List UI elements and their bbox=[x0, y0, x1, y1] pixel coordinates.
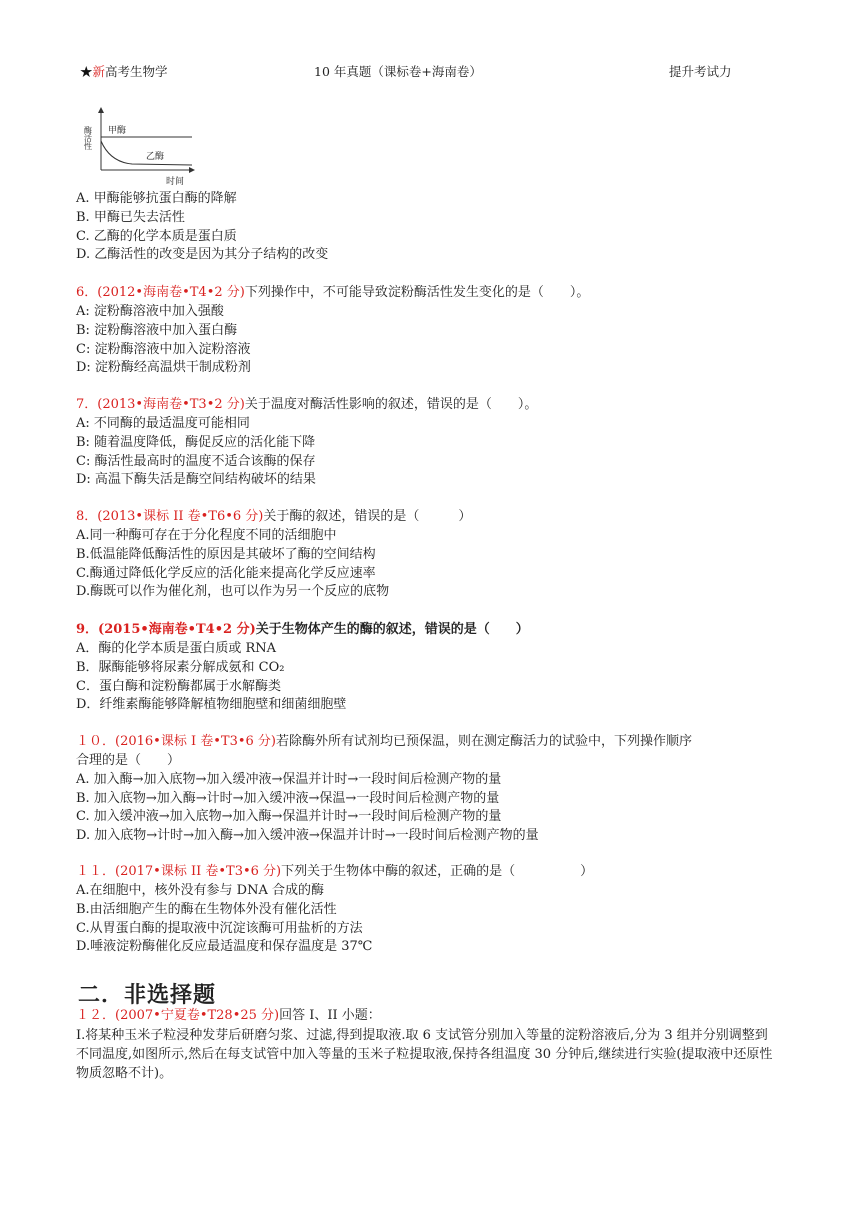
q8-stem bbox=[76, 507, 796, 527]
q10-stem-continued: 合理的是（ ） bbox=[76, 753, 181, 768]
question-7 bbox=[76, 395, 796, 490]
q11-option-b: B.由活细胞产生的酶在生物体外没有催化活性 bbox=[76, 901, 337, 917]
q6-option-b: B: 淀粉酶溶液中加入蛋白酶 bbox=[76, 322, 238, 338]
question-9 bbox=[76, 620, 796, 715]
q7-stem bbox=[76, 395, 796, 415]
q11-stem bbox=[76, 862, 796, 882]
section-title: 二．非选择题 bbox=[78, 983, 217, 1008]
question-11 bbox=[76, 862, 796, 957]
q10-number: １０．(2016•课标 I 卷•T3•6 分) bbox=[76, 734, 276, 749]
q8-text: 关于酶的叙述，错误的是（ ） bbox=[263, 509, 472, 524]
enzyme-activity-graph bbox=[83, 104, 208, 188]
header-new-label: 新 bbox=[92, 64, 106, 79]
q5-option-a: A. 甲酶能够抗蛋白酶的降解 bbox=[76, 191, 237, 206]
q9-number: 9．(2015•海南卷•T4•2 分) bbox=[76, 622, 256, 637]
q12-text: 回答 I、II 小题： bbox=[279, 1008, 381, 1023]
q8-option-a: A.同一种酶可存在于分化程度不同的活细胞中 bbox=[76, 528, 337, 543]
question-12 bbox=[76, 1006, 796, 1083]
q9-option-d: D．纤维素酶能够降解植物细胞壁和细菌细胞壁 bbox=[76, 697, 347, 713]
q7-option-b: B: 随着温度降低，酶促反应的活化能下降 bbox=[76, 434, 316, 450]
q10-stem bbox=[76, 732, 796, 752]
header-center: 10 年真题（课标卷+海南卷） bbox=[314, 64, 482, 79]
q11-option-c: C.从胃蛋白酶的提取液中沉淀该酶可用盐析的方法 bbox=[76, 920, 363, 936]
q10-option-a: A. 加入酶→加入底物→加入缓冲液→保温并计时→一段时间后检测产物的量 bbox=[76, 771, 502, 787]
q9-option-a: A．酶的化学本质是蛋白质或 RNA bbox=[76, 641, 277, 656]
q11-option-a: A.在细胞中，核外没有参与 DNA 合成的酶 bbox=[76, 883, 324, 898]
q7-text: 关于温度对酶活性影响的叙述，错误的是（ ）。 bbox=[244, 397, 538, 412]
q8-option-b: B.低温能降低酶活性的原因是其破坏了酶的空间结构 bbox=[76, 546, 376, 562]
q5-options bbox=[76, 190, 796, 265]
q10-option-b: B. 加入底物→加入酶→计时→加入缓冲液→保温→一段时间后检测产物的量 bbox=[76, 790, 500, 806]
header-subject: 高考生物学 bbox=[105, 64, 168, 79]
q6-stem bbox=[76, 283, 796, 303]
q8-number: 8．(2013•课标 II 卷•T6•6 分) bbox=[76, 509, 264, 524]
q7-option-a: A: 不同酶的最适温度可能相同 bbox=[76, 416, 250, 431]
q11-text: 下列关于生物体中酶的叙述，正确的是（ ） bbox=[281, 864, 594, 879]
q5-option-c: C. 乙酶的化学本质是蛋白质 bbox=[76, 228, 237, 244]
series-yi-label: 乙酶 bbox=[146, 152, 165, 162]
header-right: 提升考试力 bbox=[669, 64, 732, 79]
star-icon: ★ bbox=[80, 64, 93, 79]
q9-text: 关于生物体产生的酶的叙述，错误的是（ ） bbox=[255, 622, 529, 637]
q7-number: 7．(2013•海南卷•T3•2 分) bbox=[76, 397, 245, 412]
q5-option-b: B. 甲酶已失去活性 bbox=[76, 209, 185, 225]
q12-paragraph: I.将某种玉米子粒浸种发芽后研磨匀浆、过滤,得到提取液.取 6 支试管分别加入等量的淀粉溶液后,分为 3 组并分别调整到不同温度,如图所示,然后在每支试管中加入等量的玉米子粒提取液,保持各组温度 30 分钟后,继续进行实验(提取液中还原性物质忽略不计)。 bbox=[76, 1028, 773, 1081]
q6-number: 6．(2012•海南卷•T4•2 分) bbox=[76, 285, 245, 300]
q9-option-c: C．蛋白酶和淀粉酶都属于水解酶类 bbox=[76, 678, 281, 694]
question-6 bbox=[76, 283, 796, 378]
q10-text: 若除酶外所有试剂均已预保温，则在测定酶活力的试验中，下列操作顺序 bbox=[275, 734, 692, 749]
q6-option-d: D: 淀粉酶经高温烘干制成粉剂 bbox=[76, 360, 251, 376]
q12-stem bbox=[76, 1006, 796, 1026]
q6-option-c: C: 淀粉酶溶液中加入淀粉溶液 bbox=[76, 341, 251, 357]
q5-option-d: D. 乙酶活性的改变是因为其分子结构的改变 bbox=[76, 247, 329, 263]
q12-number: １２．(2007•宁夏卷•T28•25 分) bbox=[76, 1008, 280, 1023]
page-header bbox=[80, 62, 780, 80]
q6-option-a: A: 淀粉酶溶液中加入强酸 bbox=[76, 304, 224, 319]
q9-stem bbox=[76, 620, 796, 640]
q11-number: １１．(2017•课标 II 卷•T3•6 分) bbox=[76, 864, 282, 879]
q11-option-d: D.唾液淀粉酶催化反应最适温度和保存温度是 37℃ bbox=[76, 939, 373, 955]
q10-option-d: D. 加入底物→计时→加入酶→加入缓冲液→保温并计时→一段时间后检测产物的量 bbox=[76, 828, 539, 844]
graph-ylabel: 酶活性 bbox=[83, 126, 93, 150]
q8-option-c: C.酶通过降低化学反应的活化能来提高化学反应速率 bbox=[76, 565, 376, 581]
question-10 bbox=[76, 732, 796, 846]
q8-option-d: D.酶既可以作为催化剂，也可以作为另一个反应的底物 bbox=[76, 584, 390, 600]
q10-option-c: C. 加入缓冲液→加入底物→加入酶→保温并计时→一段时间后检测产物的量 bbox=[76, 809, 502, 825]
q7-option-d: D: 高温下酶失活是酶空间结构破坏的结果 bbox=[76, 472, 316, 488]
series-jia-label: 甲酶 bbox=[108, 126, 127, 136]
graph-xlabel: 时间 bbox=[166, 177, 185, 187]
question-8 bbox=[76, 507, 796, 602]
q9-option-b: B．脲酶能够将尿素分解成氨和 CO₂ bbox=[76, 659, 285, 675]
header-left bbox=[80, 62, 168, 80]
q7-option-c: C: 酶活性最高时的温度不适合该酶的保存 bbox=[76, 453, 316, 469]
q6-text: 下列操作中，不可能导致淀粉酶活性发生变化的是（ ）。 bbox=[244, 285, 590, 300]
